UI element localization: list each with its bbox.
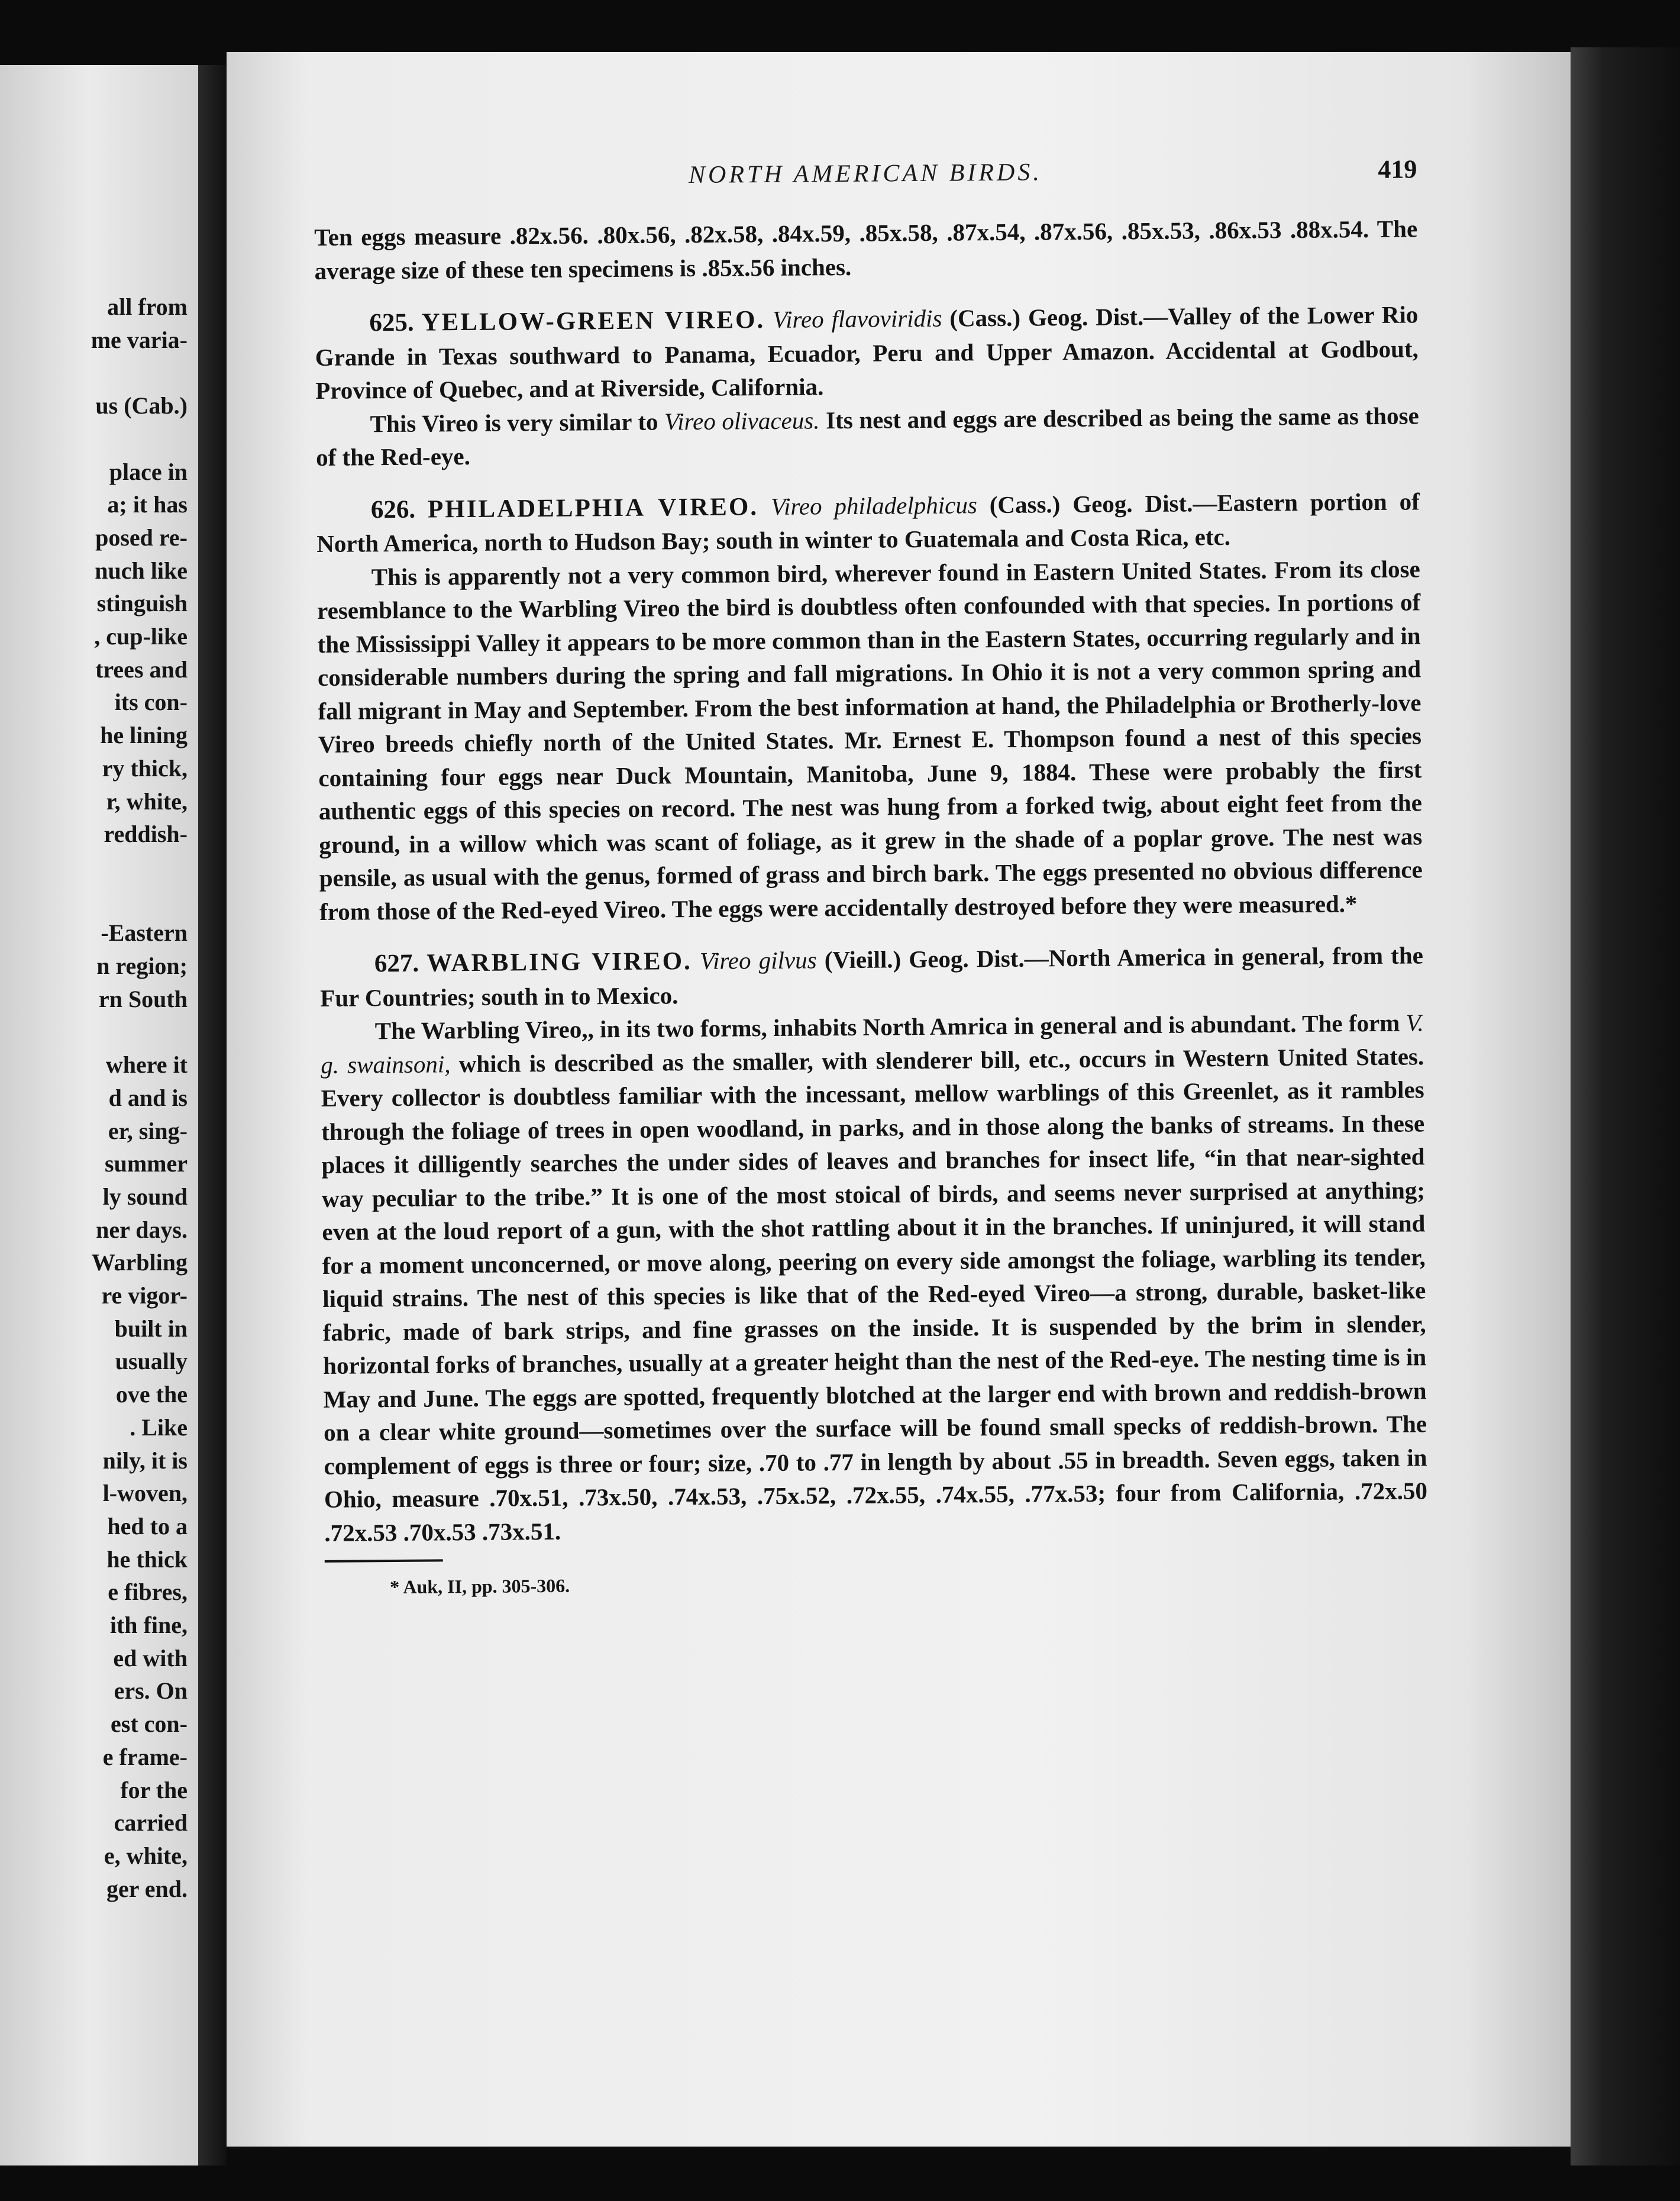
species-number: 627. xyxy=(374,949,419,978)
species-number: 626. xyxy=(370,495,416,524)
left-page-line: trees and xyxy=(95,656,188,683)
left-page-line: r, white, xyxy=(106,788,188,815)
species-description-626: This is apparently not a very common bird, wherever found in Eastern United States. From its close resemblance to the Warbling Vireo the bird is doubtless often confounded with that species. In portions of the Mississippi Valley it appears to be more common than in the Eastern States, occurring regularly and in considerable numbers during the spring and fall migrations. In Ohio it is not a very common spring and fall migrant in May and September. From the best information at hand, the Philadelphia or Brotherly-love Vireo breeds chiefly north of the United States. Mr. Ernest E. Thompson found a nest of this species containing four eggs near Duck Mountain, Manitoba, June 9, 1884. These were probably the first authentic eggs of this species on record. The nest was hung from a forked twig, about eight feet from the ground, in a willow which was scant of foliage, as it grew in the shade of a poplar grove. The nest was pensile, as usual with the genus, formed of grass and birch bark. The eggs presented no obvious difference from those of the Red-eyed Vireo. The eggs were accidentally destroyed before they were measured.* xyxy=(316,554,1423,925)
left-page-line: n region; xyxy=(96,953,188,979)
left-facing-page xyxy=(0,65,198,2166)
left-page-line: summer xyxy=(105,1150,188,1177)
left-page-line: he thick xyxy=(106,1545,188,1573)
left-page-line: e frame- xyxy=(102,1743,188,1770)
main-page xyxy=(227,52,1571,2147)
left-page-line: ers. On xyxy=(114,1677,188,1705)
left-page-line: e, white, xyxy=(104,1842,188,1869)
species-entry-625 xyxy=(315,298,1419,407)
left-page-line: . Like xyxy=(130,1413,188,1441)
scientific-name: Vireo gilvus xyxy=(699,946,817,974)
left-page-line: hed to a xyxy=(107,1512,188,1540)
species-distribution: (Vieill.) Geog. Dist.—North America in general, from the Fur Countries; south in to Mexico. xyxy=(320,941,1424,1012)
left-page-line: rn South xyxy=(98,985,188,1012)
left-page-line: er, sing- xyxy=(108,1117,188,1144)
species-distribution: (Cass.) Geog. Dist.—Valley of the Lower Rio Grande in Texas southward to Panama, Ecuador, Peru and Upper Amazon. Accidental at Godbout, Province of Quebec, and at Riverside, California. xyxy=(315,301,1419,404)
scientific-name-inline: V. g. swainsoni, xyxy=(321,1009,1424,1079)
left-page-line: us (Cab.) xyxy=(95,392,188,419)
species-entry-626 xyxy=(316,485,1420,561)
left-page-line: ove the xyxy=(115,1381,188,1408)
scientific-name: Vireo flavoviridis xyxy=(772,304,942,333)
left-page-line: e fibres, xyxy=(108,1579,188,1606)
left-page-line: ith fine, xyxy=(109,1612,188,1638)
species-name: YELLOW-GREEN VIREO. xyxy=(421,306,765,337)
left-page-line: ger end. xyxy=(106,1875,188,1902)
left-page-line: a; it has xyxy=(107,491,188,518)
left-page-line: ly sound xyxy=(102,1183,188,1210)
species-description-625 xyxy=(315,399,1419,475)
book-gutter xyxy=(198,65,227,2166)
left-page-line: where it xyxy=(105,1051,188,1079)
left-page-line: place in xyxy=(109,458,188,485)
left-page-line: me varia- xyxy=(91,326,188,353)
species-distribution: (Cass.) Geog. Dist.—Eastern portion of North America, north to Hudson Bay; south in winter to Guatemala and Costa Rica, etc. xyxy=(316,487,1420,557)
running-head: NORTH AMERICAN BIRDS. xyxy=(688,159,1042,189)
intro-paragraph: Ten eggs measure .82x.56. .80x.56, .82x.58, .84x.59, .85x.58, .87x.54, .87x.56, .85x.53, .86x.53 .88x.54. The average size of these ten specimens is .85x.56 inches. xyxy=(314,215,1418,285)
left-page-line: all from xyxy=(107,293,188,320)
description-text: The Warbling Vireo,, in its two forms, inhabits North Amrica in general and is abundant. The form xyxy=(374,1009,1406,1045)
scientific-name-inline: Vireo olivaceus. xyxy=(664,406,820,435)
species-entry-627 xyxy=(320,938,1424,1015)
footnote-rule xyxy=(325,1559,443,1563)
left-page-line: usually xyxy=(115,1348,188,1375)
species-description-627 xyxy=(321,1006,1428,1550)
left-page-line: ry thick, xyxy=(102,754,188,782)
left-page-line: built in xyxy=(114,1315,188,1342)
left-page-line: posed re- xyxy=(95,524,188,551)
left-page-line: nily, it is xyxy=(102,1447,188,1474)
footnote: * Auk, II, pp. 305-306. xyxy=(389,1574,570,1598)
left-page-line: ner days. xyxy=(96,1216,188,1243)
left-page-line: -Eastern xyxy=(101,919,188,947)
left-page-line: Warbling xyxy=(91,1249,188,1276)
left-page-line: , cup-like xyxy=(94,623,188,650)
scientific-name: Vireo philadelphicus xyxy=(770,490,978,520)
left-page-line: for the xyxy=(120,1776,188,1803)
left-page-line: carried xyxy=(114,1809,188,1837)
left-page-line: nuch like xyxy=(95,557,188,584)
left-page-line: est con- xyxy=(111,1711,188,1738)
description-text: This Vireo is very similar to xyxy=(370,407,665,437)
species-number: 625. xyxy=(369,308,414,337)
left-page-line: re vigor- xyxy=(101,1282,188,1309)
left-page-line: he lining xyxy=(100,722,188,749)
species-name: WARBLING VIREO. xyxy=(427,947,693,977)
left-page-line: stinguish xyxy=(96,590,188,617)
left-page-line: its con- xyxy=(114,689,188,716)
left-page-line: ed with xyxy=(113,1644,188,1671)
page-number: 419 xyxy=(1378,154,1417,184)
left-page-line: d and is xyxy=(108,1084,188,1111)
left-page-line: reddish- xyxy=(104,821,188,848)
page-text-block xyxy=(314,154,1428,1604)
species-name: PHILADELPHIA VIREO. xyxy=(427,492,759,524)
description-text: Its nest and eggs are described as being the same as those of the Red-eye. xyxy=(315,401,1419,471)
left-page-line: l-woven, xyxy=(102,1480,188,1507)
description-text: which is described as the smaller, with slenderer bill, etc., occurs in Western United States. Every collector is doubtless familiar with the incessant, mellow warblings of this Greenlet, as it rambles through the foliage of trees in open woodland, in parks, and in those along the banks of streams. In these places it dilligently searches the under sides of leaves and branches for insect life, “in that near-sighted way peculiar to the tribe.” It is one of the most stoical of birds, and seems never surprised at anything; even at the loud report of a gun, with the shot rattling about it in the branches. If uninjured, it will stand for a moment unconcerned, or move along, peering on every side amongst the foliage, warbling its tender, liquid strains. The nest of this species is like that of the Red-eyed Vireo—a strong, durable, basket-like fabric, made of bark strips, and fine grasses on the inside. It is suspended by the brim in slender, horizontal forks of branches, usually at a greater height than the nest of the Red-eye. The nesting time is in May and June. The eggs are spotted, frequently blotched at the larger end with brown and reddish-brown on a clear white ground—sometimes over the surface will be found small specks of reddish-brown. The complement of eggs is three or four; size, .70 to .77 in length by about .55 in breadth. Seven eggs, taken in Ohio, measure .70x.51, .73x.50, .74x.53, .75x.52, .72x.55, .74x.55, .77x.53; four from California, .72x.50 .72x.53 .70x.53 .73x.51. xyxy=(321,1042,1428,1547)
book-edge xyxy=(1571,47,1680,2166)
